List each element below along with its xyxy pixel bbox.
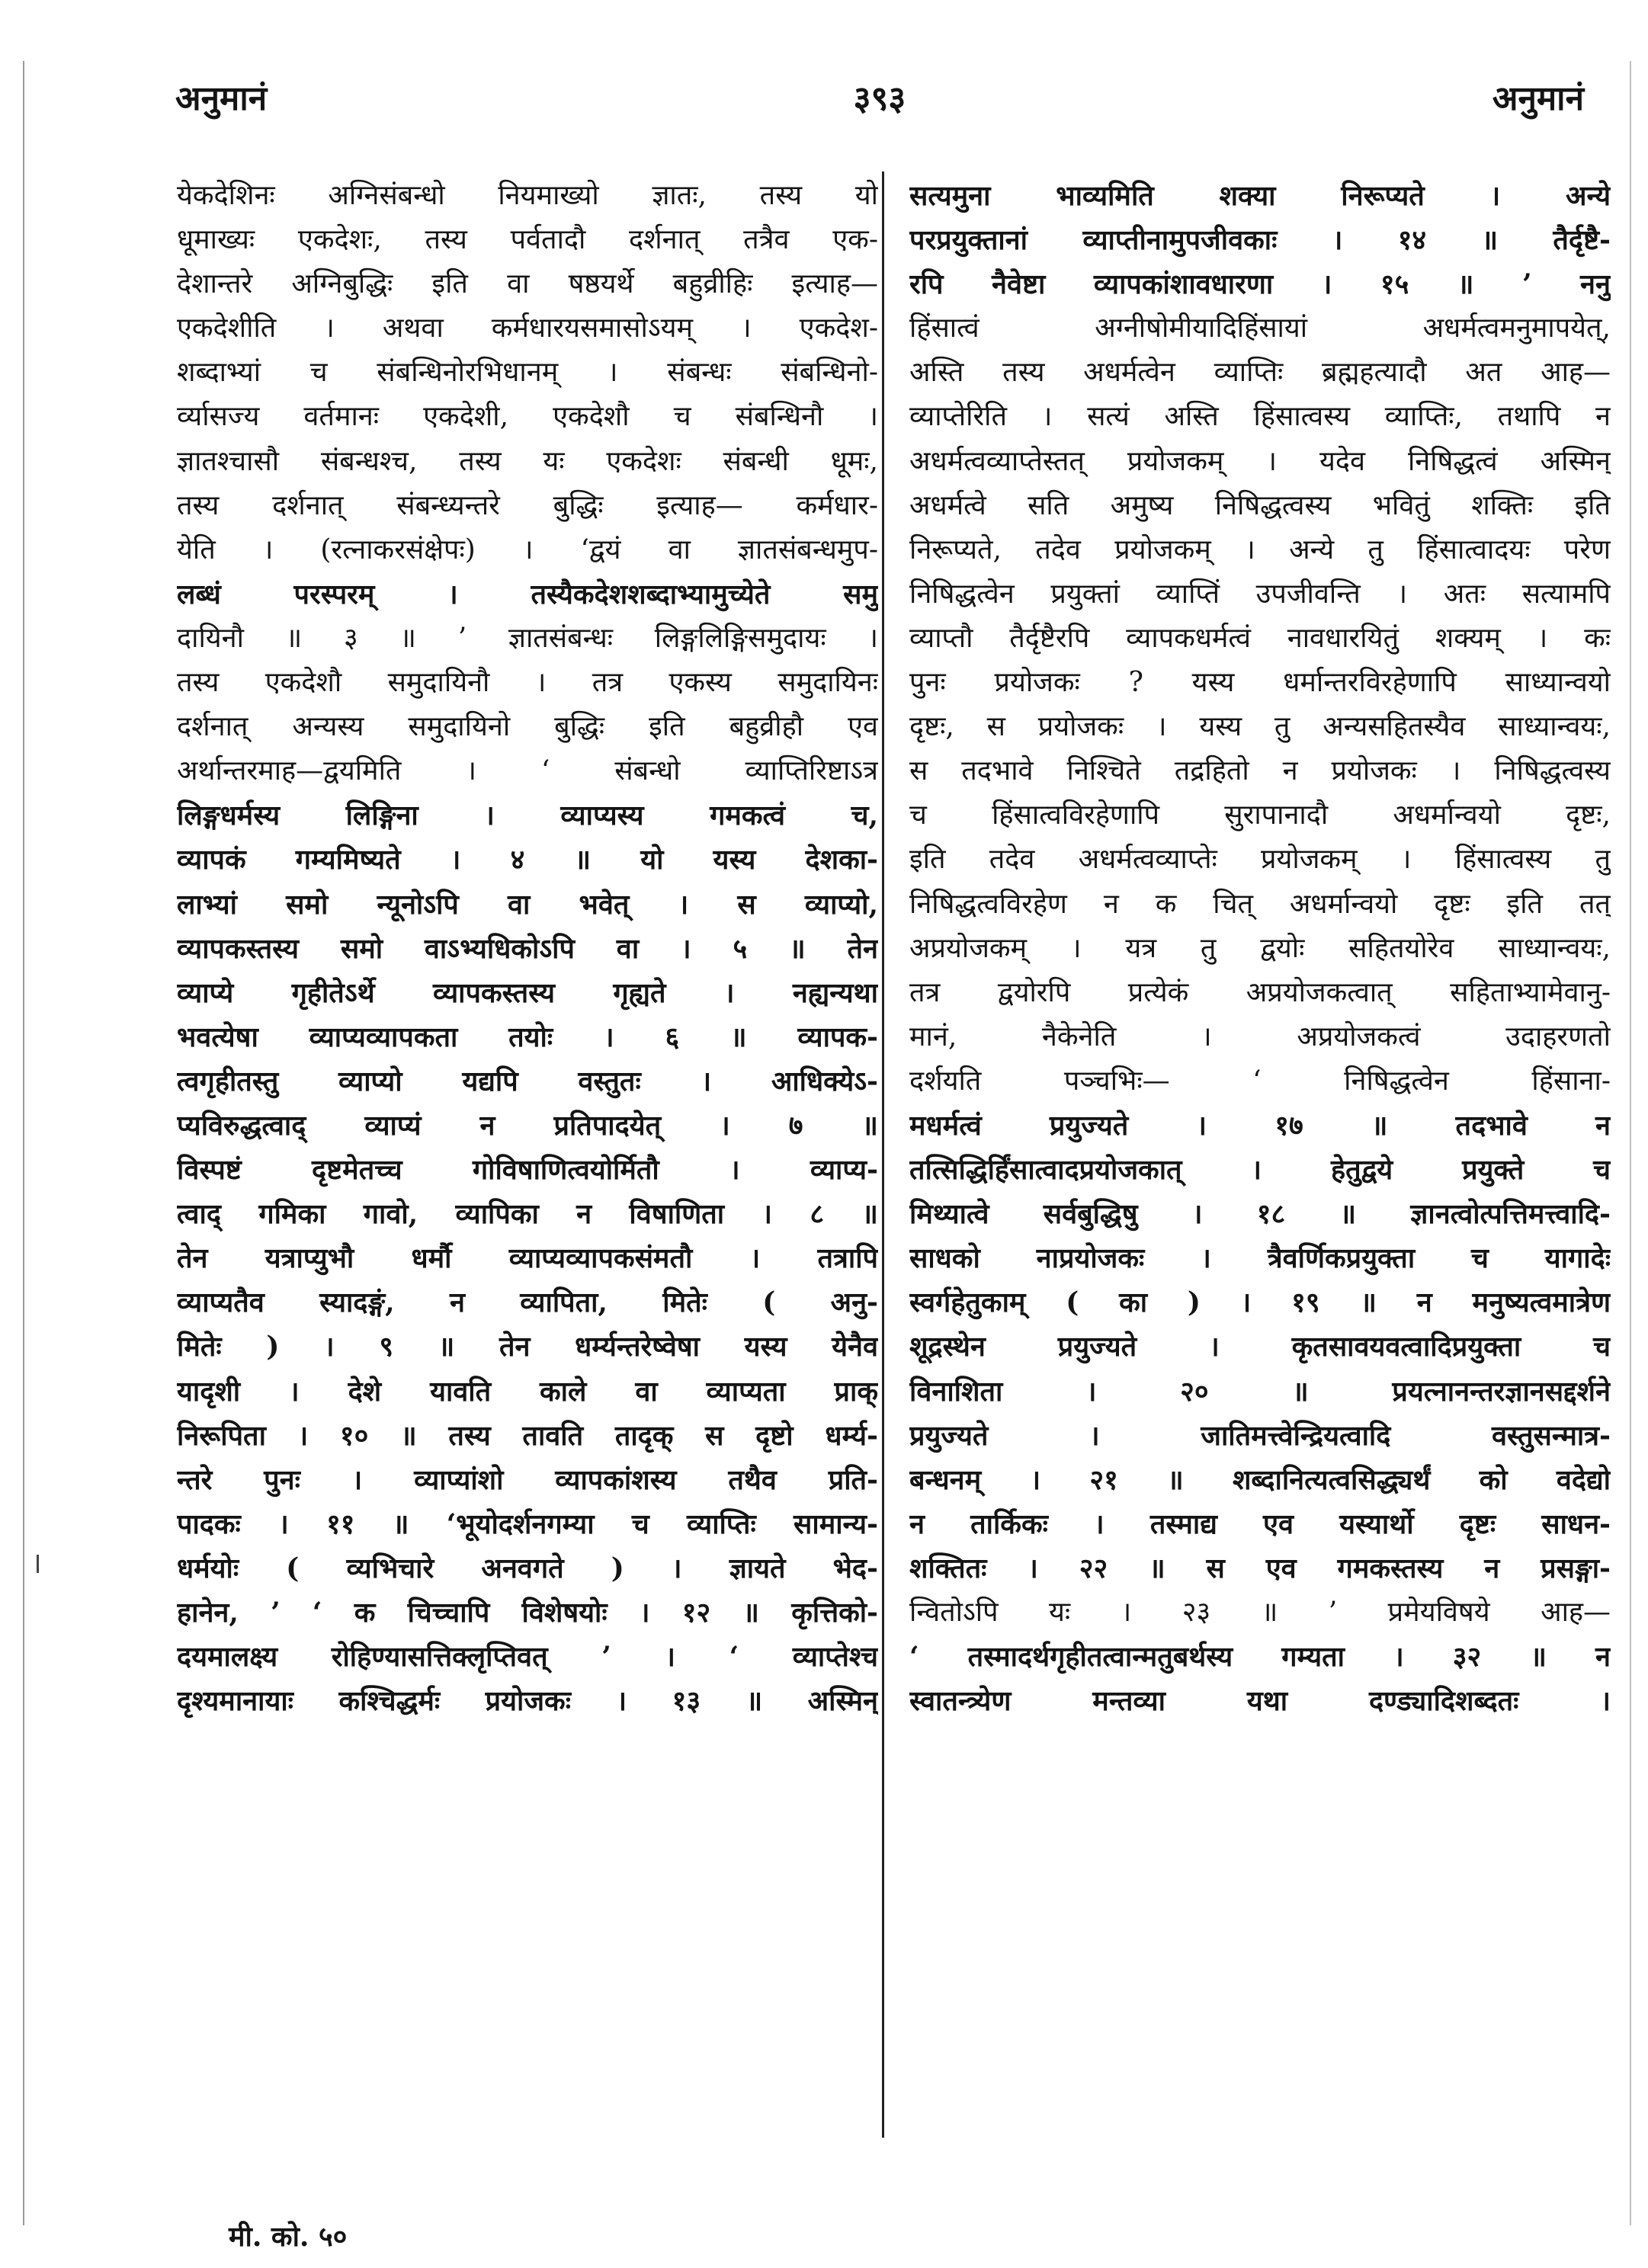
text-line: व्याप्यतैव स्यादङ्गं, न व्यापिता, मितेः ( अनु- (177, 1286, 878, 1319)
text-line: दायिनौ ॥ ३ ॥ ’ ज्ञातसंबन्धः लिङ्गलिङ्गिसमुदायः । (177, 622, 878, 654)
text-line: व्याप्तौ तैर्दृष्टैरपि व्यापकधर्मत्वं नावधारयितुं शक्यम् । कः (909, 622, 1611, 654)
text-line: निषिद्धत्वविरहेण न क चित् अधर्मान्वयो दृष्टः इति तत् (909, 888, 1611, 920)
text-line: विनाशिता । २० ॥ प्रयत्नानन्तरज्ञानसद्दर्शने (909, 1375, 1611, 1408)
text-line: रपि नैवेष्टा व्यापकांशावधारणा । १५ ॥ ’ ननु (909, 268, 1611, 301)
text-line: देशान्तरे अग्निबुद्धिः इति वा षष्ठयर्थे बहुव्रीहिः इत्याह— (177, 268, 878, 300)
text-line: व्याप्तेरिति । सत्यं अस्ति हिंसात्वस्य व्याप्तिः, तथापि न (909, 401, 1611, 433)
column-divider (882, 171, 884, 2138)
text-line: हिंसात्वं अग्नीषोमीयादिहिंसायां अधर्मत्वमनुमापयेत्, (909, 312, 1611, 344)
right-column (909, 174, 1611, 1723)
text-line: मिथ्यात्वे सर्वबुद्धिषु । १८ ॥ ज्ञानत्वोत्पत्तिमत्त्वादि- (909, 1198, 1611, 1231)
text-line: अधर्मत्वे सति अमुष्य निषिद्धत्वस्य भवितुं शक्तिः इति (909, 489, 1611, 521)
text-line: तस्य एकदेशौ समुदायिनौ । तत्र एकस्य समुदायिनः (177, 667, 878, 699)
text-line: शूद्रस्थेन प्रयुज्यते । कृतसावयवत्वादिप्रयुक्ता च (909, 1331, 1611, 1363)
text-line: येकदेशिनः अग्निसंबन्धो नियमाख्यो ज्ञातः, तस्य यो (177, 180, 878, 211)
text-line: स तदभावे निश्चिते तद्रहितो न प्रयोजकः । निषिद्धत्वस्य (909, 755, 1611, 787)
text-line: यादृशी । देशे यावति काले वा व्याप्यता प्राक् (177, 1375, 878, 1408)
text-line: व्यापकस्तस्य समो वाऽभ्यधिकोऽपि वा । ५ ॥ तेन (177, 932, 878, 965)
text-line: र्व्यासज्य वर्तमानः एकदेशी, एकदेशौ च संबन्धिनौ । (177, 401, 878, 433)
page-header (175, 76, 1584, 137)
text-line: साधको नाप्रयोजकः । त्रैवर्णिकप्रयुक्ता च यागादेः (909, 1242, 1611, 1275)
text-line: पुनः प्रयोजकः ? यस्य धर्मान्तरविरहेणापि साध्यान्वयो (909, 667, 1611, 699)
text-line: ज्ञातश्चासौ संबन्धश्च, तस्य यः एकदेशः संबन्धी धूमः, (177, 445, 878, 477)
scan-right-edge (1630, 61, 1631, 2225)
footer-signature: मी. को. ५० (229, 2221, 348, 2253)
text-line: इति तदेव अधर्मत्वव्याप्तेः प्रयोजकम् । हिंसात्वस्य तु (909, 844, 1611, 876)
text-line: च हिंसात्वविरहेणापि सुरापानादौ अधर्मान्वयो दृष्टः, (909, 799, 1611, 831)
text-line: दृष्टः, स प्रयोजकः । यस्य तु अन्यसहितस्यैव साध्यान्वयः, (909, 711, 1611, 743)
text-line: तस्य दर्शनात् संबन्ध्यन्तरे बुद्धिः इत्याह— कर्मधार- (177, 489, 878, 521)
text-line: लाभ्यां समो न्यूनोऽपि वा भवेत् । स व्याप्यो, (177, 888, 878, 921)
text-line: मधर्मत्वं प्रयुज्यते । १७ ॥ तदभावे न (909, 1109, 1611, 1142)
text-line: मितेः ) । ९ ॥ तेन धर्म्यन्तरेष्वेषा यस्य येनैव (177, 1331, 878, 1363)
text-line: लिङ्गधर्मस्य लिङ्गिना । व्याप्यस्य गमकत्वं च, (177, 799, 878, 832)
text-line: दर्शनात् अन्यस्य समुदायिनो बुद्धिः इति बहुव्रीहौ एव (177, 711, 878, 743)
text-line: न तार्किकः । तस्माद्य एव यस्यार्थो दृष्टः साधन- (909, 1507, 1611, 1540)
text-line: बन्धनम् । २१ ॥ शब्दानित्यत्वसिद्ध्यर्थं को वदेद्यो (909, 1463, 1611, 1496)
text-line: ‘ तस्मादर्थगृहीतत्वान्मतुबर्थस्य गम्यता । ३२ ॥ न (909, 1641, 1611, 1674)
header-right-title: अनुमानं (1492, 79, 1584, 118)
text-line: तत्र द्वयोरपि प्रत्येकं अप्रयोजकत्वात् सहिताभ्यामेवानु- (909, 976, 1611, 1008)
text-line: न्वितोऽपि यः । २३ ॥ ’ प्रमेयविषये आह— (909, 1597, 1611, 1628)
text-line: निषिद्धत्वेन प्रयुक्तां व्याप्तिं उपजीवन्ति । अतः सत्यामपि (909, 578, 1611, 610)
text-line: शक्तितः । २२ ॥ स एव गमकस्तस्य न प्रसङ्गा- (909, 1552, 1611, 1584)
text-line: अर्थान्तरमाह—द्वयमिति । ‘ संबन्धो व्याप्तिरिष्टाऽत्र (177, 755, 878, 787)
text-line: सत्यमुना भाव्यमिति शक्या निरूप्यते । अन्ये (909, 180, 1611, 212)
text-line: प्यविरुद्धत्वाद् व्याप्यं न प्रतिपादयेत् । ७ ॥ (177, 1109, 878, 1142)
text-line: अस्ति तस्य अधर्मत्वेन व्याप्तिः ब्रह्महत्यादौ अत आह— (909, 357, 1611, 389)
text-line: प्रयुज्यते । जातिमत्त्वेन्द्रियत्वादि वस्तुसन्मात्र- (909, 1419, 1611, 1452)
text-line: दर्शयति पञ्चभिः— ‘ निषिद्धत्वेन हिंसाना- (909, 1065, 1611, 1097)
text-line: स्वर्गहेतुकाम् ( का ) । १९ ॥ न मनुष्यत्वमात्रेण (909, 1286, 1611, 1319)
text-line: दयमालक्ष्य रोहिण्यासत्तिक्लृप्तिवत् ’ । ‘ व्याप्तेश्च (177, 1641, 878, 1674)
scan-left-edge (23, 61, 24, 2225)
text-line: अधर्मत्वव्याप्तेस्तत् प्रयोजकम् । यदेव निषिद्धत्वं अस्मिन् (909, 445, 1611, 477)
text-line: तेन यत्राप्युभौ धर्मौ व्याप्यव्यापकसंमतौ । तत्रापि (177, 1242, 878, 1275)
text-line: व्याप्ये गृहीतेऽर्थे व्यापकस्तस्य गृह्यते । नह्यन्यथा (177, 976, 878, 1009)
text-line: भवत्येषा व्याप्यव्यापकता तयोः । ६ ॥ व्यापक- (177, 1020, 878, 1053)
text-line: निरूपिता । १० ॥ तस्य तावति तादृक् स दृष्टो धर्म्य- (177, 1419, 878, 1452)
text-line: न्तरे पुनः । व्याप्यांशो व्यापकांशस्य तथैव प्रति- (177, 1463, 878, 1496)
text-line: हानेन, ’ ‘ क चिच्चापि विशेषयोः । १२ ॥ कृत्तिको- (177, 1597, 878, 1629)
left-column (177, 174, 878, 1723)
text-line: विस्पष्टं दृष्टमेतच्च गोविषाणित्वयोर्मितौ । व्याप्य- (177, 1154, 878, 1187)
text-line: पादकः । ११ ॥ ‘भूयोदर्शनगम्या च व्याप्तिः सामान्य- (177, 1507, 878, 1540)
text-line: धूमाख्यः एकदेशः, तस्य पर्वतादौ दर्शनात् तत्रैव एक- (177, 224, 878, 256)
text-line: स्वातन्त्र्येण मन्तव्या यथा दण्ड्यादिशब्दतः । (909, 1685, 1611, 1718)
page-number: ३९३ (853, 79, 906, 118)
text-line: येति । (रत्नाकरसंक्षेपः) । ‘द्वयं वा ज्ञातसंबन्धमुप- (177, 533, 878, 565)
text-line: व्यापकं गम्यमिष्यते । ४ ॥ यो यस्य देशका- (177, 844, 878, 876)
text-line: त्वगृहीतस्तु व्याप्यो यद्यपि वस्तुतः । आधिक्येऽ- (177, 1065, 878, 1097)
text-line: परप्रयुक्तानां व्याप्तीनामुपजीवकाः । १४ ॥ तैर्दृष्टै- (909, 224, 1611, 257)
text-line: तत्सिद्धिर्हिंसात्वादप्रयोजकात् । हेतुद्वये प्रयुक्ते च (909, 1154, 1611, 1187)
scan-mark (37, 1555, 39, 1573)
text-line: दृश्यमानायाः कश्चिद्धर्मः प्रयोजकः । १३ ॥ अस्मिन् (177, 1685, 878, 1718)
header-left-title: अनुमानं (175, 79, 268, 118)
text-line: एकदेशीति । अथवा कर्मधारयसमासोऽयम् । एकदेश- (177, 312, 878, 344)
text-line: मानं, नैकेनेति । अप्रयोजकत्वं उदाहरणतो (909, 1020, 1611, 1052)
text-line: लब्धं परस्परम् । तस्यैकदेशशब्दाभ्यामुच्येते समु (177, 578, 878, 610)
text-line: त्वाद् गमिका गावो, व्यापिका न विषाणिता । ८ ॥ (177, 1198, 878, 1231)
text-line: धर्मयोः ( व्यभिचारे अनवगते ) । ज्ञायते भेद- (177, 1552, 878, 1584)
text-line: निरूप्यते, तदेव प्रयोजकम् । अन्ये तु हिंसात्वादयः परेण (909, 533, 1611, 565)
text-line: अप्रयोजकम् । यत्र तु द्वयोः सहितयोरेव साध्यान्वयः, (909, 932, 1611, 964)
text-line: शब्दाभ्यां च संबन्धिनोरभिधानम् । संबन्धः संबन्धिनो- (177, 357, 878, 389)
